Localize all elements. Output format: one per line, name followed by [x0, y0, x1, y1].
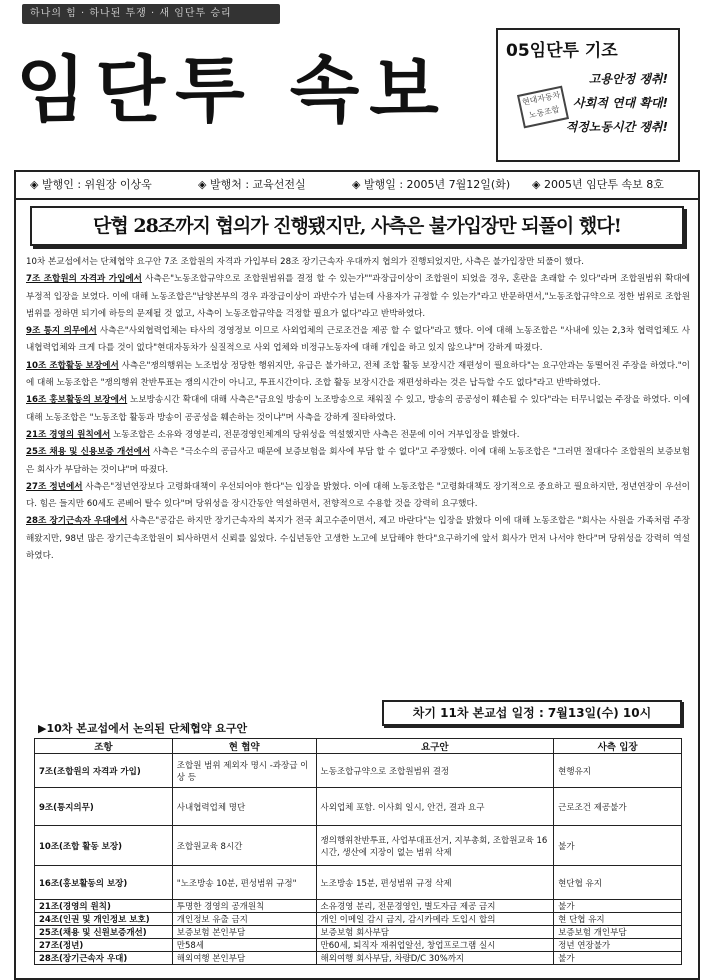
article-frame	[14, 170, 700, 980]
current-agreement-cell: 해외여행 본인부담	[172, 952, 316, 965]
demand-cell: 개인 이메일 감시 금지, 감시카메라 도입시 합의	[316, 913, 554, 926]
publish-date: ◈ 발행일 : 2005년 7월12일(화)	[352, 178, 511, 191]
publishing-office: ◈ 발행처 : 교육선전실	[198, 178, 306, 191]
goals-title: 05임단투 기조	[506, 41, 618, 61]
slogan-banner: 하나의 힘 · 하나된 투쟁 · 새 임단투 승리	[22, 4, 280, 24]
table-row	[35, 788, 682, 826]
publication-info-bar	[16, 172, 698, 200]
goal-line: 사회적 연대 확대!	[573, 96, 668, 110]
clause-cell: 7조(조합원의 자격과 가입)	[35, 754, 173, 788]
clause-heading: 9조 통지 의무에서	[26, 326, 97, 337]
article-paragraph: 9조 통지 의무에서 사측은"사외협력업체는 타사의 경영정보 이므로 사외업체의 근로조건을 제공 할 수 없다"라고 했다. 이에 대해 노동조합은 "사내에 있는 2,3차 협력업체도 사내협력업체와 크게 다를 것이 없다"현대자동차가 실질적으로 사외 업체와 비정규노동자에 대해 개입을 하고 있지 않으냐"며 강하게 따졌다.	[26, 326, 690, 354]
company-position-cell: 현행유지	[554, 754, 682, 788]
clause-cell: 27조(정년)	[35, 939, 173, 952]
company-position-cell: 불가	[554, 900, 682, 913]
clause-cell: 16조(홍보활동의 보장)	[35, 866, 173, 900]
clause-heading: 25조 채용 및 신용보증 개선에서	[26, 447, 151, 458]
masthead	[0, 0, 710, 168]
article-headline: 단협 28조까지 협의가 진행됐지만, 사측은 불가입장만 되풀이 했다!	[30, 206, 684, 246]
clause-cell: 9조(통지의무)	[35, 788, 173, 826]
demand-cell: 노조방송 15분, 편성범위 규정 삭제	[316, 866, 554, 900]
company-position-cell: 보증보험 개인부담	[554, 926, 682, 939]
clause-heading: 21조 경영의 원칙에서	[26, 429, 111, 440]
goal-line: 적정노동시간 쟁취!	[565, 120, 668, 134]
column-header: 요구안	[316, 739, 554, 754]
table-row	[35, 866, 682, 900]
demand-cell: 노동조합규약으로 조합원범위 결정	[316, 754, 554, 788]
demand-cell: 쟁의행위찬반투표, 사업부대표선거, 지부총회, 조합원교육 16시간, 생산에 지장이 없는 범위 삭제	[316, 826, 554, 866]
table-row	[35, 900, 682, 913]
clause-heading: 10조 조합활동 보장에서	[26, 360, 119, 371]
current-agreement-cell: 보증보험 본인부담	[172, 926, 316, 939]
company-position-cell: 근로조건 제공불가	[554, 788, 682, 826]
clause-cell: 21조(경영의 원칙)	[35, 900, 173, 913]
table-header-row	[35, 739, 682, 754]
goal-line: 고용안정 쟁취!	[588, 72, 668, 86]
clause-heading: 27조 정년에서	[26, 481, 83, 492]
clause-heading: 16조 홍보활동의 보장에서	[26, 395, 128, 406]
article-body	[26, 254, 690, 565]
table-row	[35, 926, 682, 939]
table-row	[35, 826, 682, 866]
publisher: ◈ 발행인 : 위원장 이상욱	[30, 178, 152, 191]
demand-cell: 사외업체 포함. 이사회 일시, 안건, 결과 요구	[316, 788, 554, 826]
article-paragraph: 28조 장기근속자 우대에서 사측은"공감은 하지만 장기근속자의 복지가 전국 최고수준이면서, 제고 바란다"는 입장을 밝혔다 이에 대해 노동조합은 "회사는 사원을 가족처럼 주장해왔지만, 98년 많은 장기근속조합원이 퇴사하면서 신뢰를 잃었다. 수십년동안 고생한 노고에 보답해야 한다"요구하기에 앞서 회사가 먼저 나서야 한다"며 당위성을 강력히 역설하였다.	[26, 516, 690, 562]
article-paragraph: 10조 조합활동 보장에서 사측은"쟁의행위는 노조법상 정당한 행위지만, 유급은 불가하고, 전체 조합 활동 보장시간 재편성이 필요하다"는 요구안과는 동떨어진 주장을 하였다."이에 대해 노동조합은 "쟁의행위 찬반투표는 쟁의시간이 아니고, 투표시간이다. 조합 활동 보장시간을 재편성하라는 것은 납득할 수도 없다"라고 반박하였다.	[26, 360, 690, 389]
column-header: 현 협약	[172, 739, 316, 754]
demand-cell: 만60세, 퇴직자 재취업알선, 창업프로그램 실시	[316, 939, 554, 952]
demand-cell: 소유경영 분리, 전문경영인, 별도자금 제공 금지	[316, 900, 554, 913]
current-agreement-cell: 조합원 범위 제외자 명시 -과장급 이상 등	[172, 754, 316, 788]
article-paragraph: 21조 경영의 원칙에서 노동조합은 소유와 경영분리, 전문경영인체계의 당위성을 역설했지만 사측은 전문에 이어 거부입장을 밝혔다.	[26, 429, 520, 440]
article-paragraph: 16조 홍보활동의 보장에서 노보방송시간 확대에 대해 사측은"금요일 방송이 노조방송으로 채워질 수 있고, 방송의 공공성이 훼손될 수 있다"라는 터무니없는 주장을 하였다. 이에 대해 노동조합은 "노동조합 활동과 방송이 공공성을 훼손하는 것이냐"며 사측을 강하게 질타하였다.	[26, 395, 690, 423]
clause-heading: 28조 장기근속자 우대에서	[26, 516, 128, 527]
article-paragraph: 7조 조합원의 자격과 가입에서 사측은"노동조합규약으로 조합원범위를 결정 할 수 있는가""과장급이상이 조합원이 되었을 경우, 혼란을 초래할 수 있다"라며 조합원범위 확대에 부정적 입장을 보였다. 이에 대해 노동조합은"남양본부의 경우 과장급이상이 과반수가 넘는데 사용자가 규정할 수 있는가"라고 반문하면서,"노동조합규약으로 정한 범위로 조합원범위를 정하면 되기에 하등의 문제될 것 없고, 사측이 노동조합규약을 걱정할 필요가 없다"라고 반박하였다.	[26, 274, 691, 319]
article-paragraph: 27조 정년에서 사측은"정년연장보다 고령화대책이 우선되어야 한다"는 입장을 밝혔다. 이에 대해 노동조합은 "고령화대책도 장기적으로 중요하고 필요하지만, 정년연장이 우선이다. 힘은 들지만 60세도 콘베어 탈수 있다"며 당위성을 장시간동안 역설하면서, 전향적으로 수용할 것을 강력히 요구했다.	[26, 481, 690, 510]
current-agreement-cell: "노조방송 10분, 편성범위 규정"	[172, 866, 316, 900]
company-position-cell: 불가	[554, 952, 682, 965]
union-stamp: 현대자동차 노동조합	[517, 86, 569, 129]
column-header: 사측 입장	[554, 739, 682, 754]
clause-heading: 7조 조합원의 자격과 가입에서	[26, 274, 142, 285]
table-row	[35, 939, 682, 952]
table-row	[35, 754, 682, 788]
current-agreement-cell: 조합원교육 8시간	[172, 826, 316, 866]
demands-table	[34, 738, 682, 965]
table-caption: ▶10차 본교섭에서 논의된 단체협약 요구안	[38, 722, 248, 735]
article-paragraph: 25조 채용 및 신용보증 개선에서 사측은 "극소수의 공금사고 때문에 보증보험을 회사에 부담 할 수 없다"고 주장했다. 이에 대해 노동조합은 "그러면 절대다수 조합원의 보증보험은 회사가 부담하는 것이냐"며 따졌다.	[26, 447, 691, 475]
newsletter-title: 임단투 속보	[16, 47, 449, 132]
current-agreement-cell: 만58세	[172, 939, 316, 952]
current-agreement-cell: 투명한 경영의 공개원칙	[172, 900, 316, 913]
company-position-cell: 정년 연장불가	[554, 939, 682, 952]
demand-cell: 해외여행 회사부담, 차량D/C 30%까지	[316, 952, 554, 965]
clause-cell: 28조(장기근속자 우대)	[35, 952, 173, 965]
current-agreement-cell: 사내협력업체 명단	[172, 788, 316, 826]
current-agreement-cell: 개인정보 유출 금지	[172, 913, 316, 926]
article-intro: 10차 본교섭에서는 단체협약 요구안 7조 조합원의 자격과 가입부터 28조 장기근속자 우대까지 협의가 진행되었지만, 사측은 불가입장만 되풀이 했다.	[26, 257, 585, 267]
issue-number: ◈ 2005년 임단투 속보 8호	[532, 178, 664, 191]
company-position-cell: 현단협 유지	[554, 866, 682, 900]
company-position-cell: 현 단협 유지	[554, 913, 682, 926]
demand-cell: 보증보험 회사부담	[316, 926, 554, 939]
table-row	[35, 913, 682, 926]
company-position-cell: 불가	[554, 826, 682, 866]
clause-cell: 24조(인권 및 개인정보 보호)	[35, 913, 173, 926]
next-session-notice: 차기 11차 본교섭 일정 : 7월13일(수) 10시	[382, 700, 682, 726]
clause-cell: 10조(조합 활동 보장)	[35, 826, 173, 866]
column-header: 조항	[35, 739, 173, 754]
table-row	[35, 952, 682, 965]
clause-cell: 25조(채용 및 신원보증개선)	[35, 926, 173, 939]
